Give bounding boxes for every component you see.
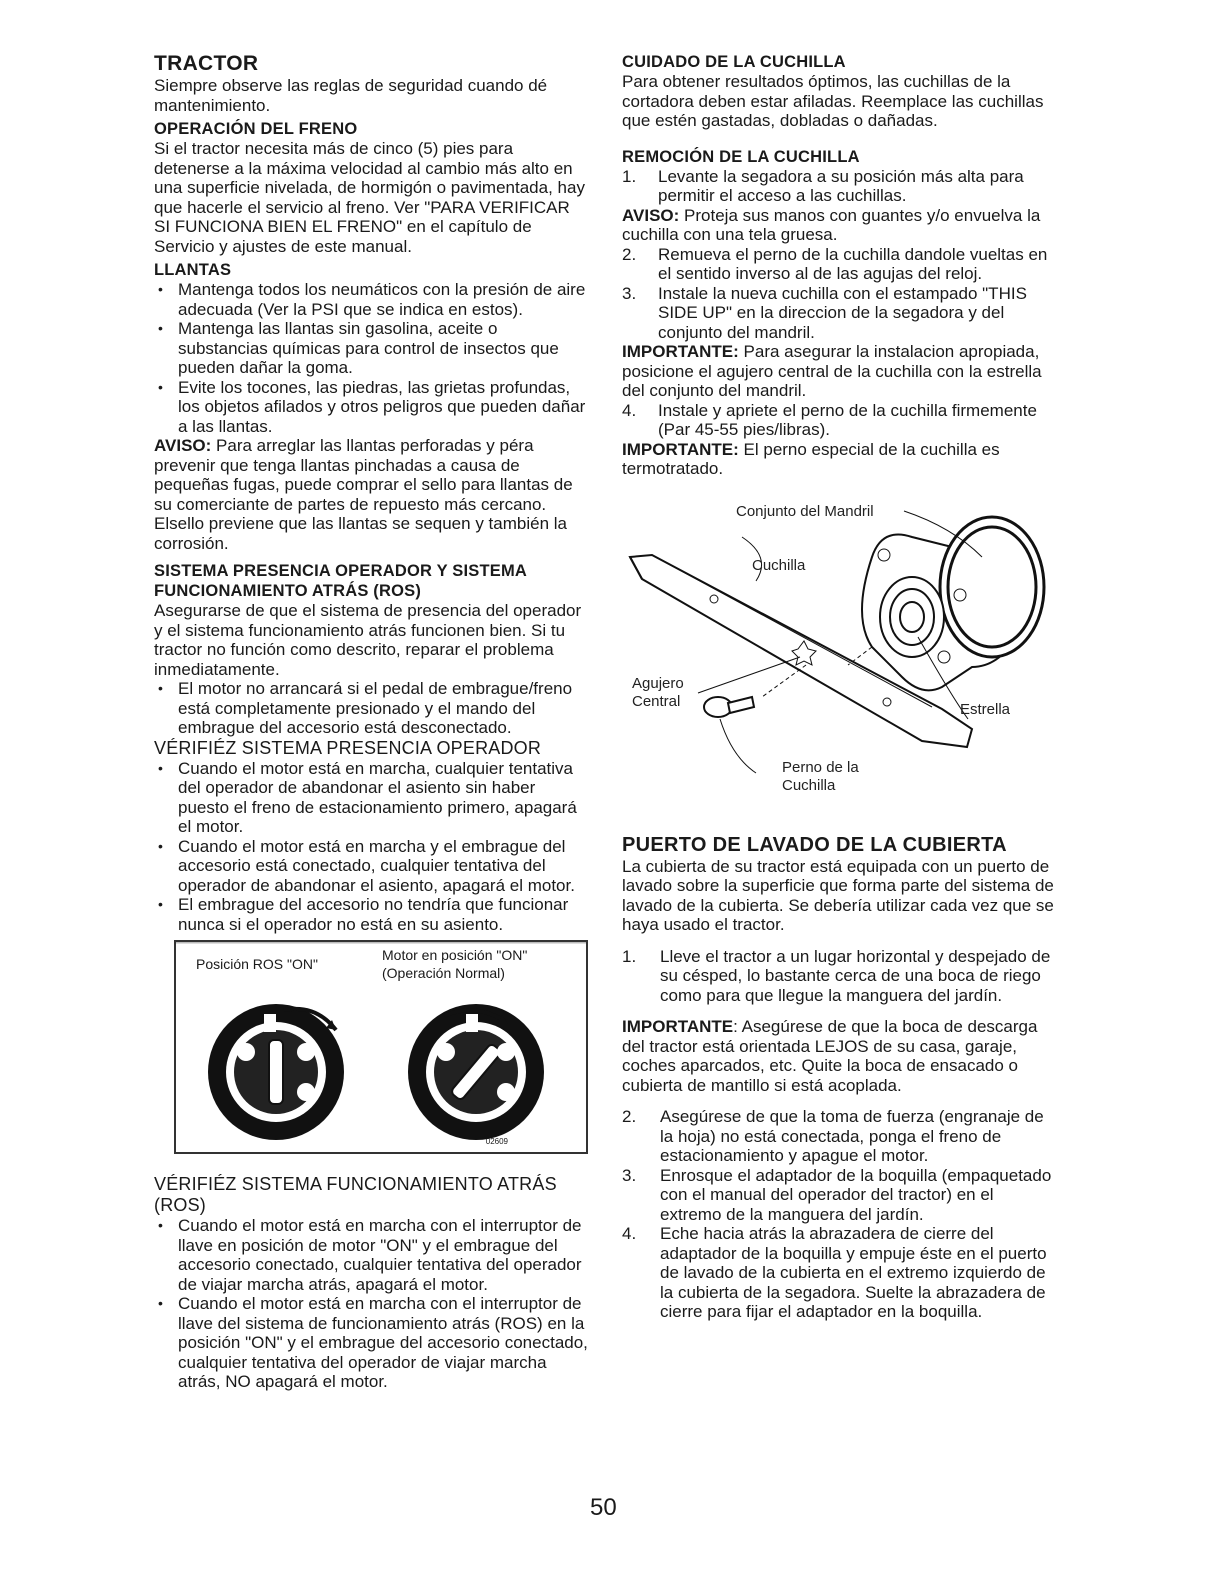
- blade-bolt-label-line2: Cuchilla: [782, 776, 836, 794]
- step-number: 2.: [622, 1107, 637, 1126]
- ignition-switch-figure: [174, 940, 588, 1154]
- brake-title: OPERACIÓN DEL FRENO: [154, 120, 358, 138]
- tractor-intro: Siempre observe las reglas de seguridad cuando dé mantenimiento.: [154, 76, 548, 115]
- step-number: 4.: [622, 400, 637, 420]
- blade-bolt-label-line1: Perno de la: [782, 758, 859, 776]
- ros-title-line2: FUNCIONAMIENTO ATRÁS (ROS): [154, 582, 422, 600]
- reverse-heading-line2: (ROS): [154, 1195, 206, 1215]
- removal-steps-3: [622, 401, 1058, 440]
- important-label: IMPORTANTE: [622, 1017, 734, 1036]
- wash-intro: La cubierta de su tractor está equipada con un puerto de lavado sobre la superficie que forma parte del sistema de lavado de la cubierta. Se debería utilizar cada vez que se haya usado el tractor.: [622, 856, 1054, 934]
- mandrel-label: Conjunto del Mandril: [736, 502, 874, 520]
- engine-on-caption-line1: Motor en posición "ON": [382, 947, 528, 963]
- right-column: [622, 52, 1058, 1322]
- step-number: 4.: [622, 1224, 637, 1243]
- list-item: [622, 245, 1058, 284]
- step-text: Remueva el perno de la cuchilla dandole vueltas en el sentido inverso al de las agujas del reloj.: [658, 244, 1048, 283]
- list-item: • Mantenga todos los neumáticos con la presión de aire adecuada (Ver la PSI que se indica en estos).: [154, 280, 588, 319]
- step-text: Lleve el tractor a un lugar horizontal y despejado de su césped, lo bastante cerca de una boca de riego como para que llegue la manguera del jardín.: [660, 946, 1051, 1005]
- blade-bolt: [704, 697, 754, 717]
- reverse-heading-line1: VÉRIFIÉZ SISTEMA FUNCIONAMIENTO ATRÁS: [154, 1174, 557, 1194]
- step-text: Enrosque el adaptador de la boquilla (empaquetado con el manual del operador del tractor) en el extremo de la manguera del jardín.: [660, 1165, 1052, 1224]
- presence-heading: VÉRIFIÉZ SISTEMA PRESENCIA OPERADOR: [154, 737, 542, 758]
- important-text: Para asegurar la instalacion apropiada, posicione el agujero central de la cuchilla con la estrella del conjunto del mandril.: [622, 342, 1042, 400]
- blade-bolt-label: [782, 759, 859, 795]
- important-label: IMPORTANTE:: [622, 342, 739, 361]
- engine-on-caption: [382, 946, 527, 982]
- blade-assembly-figure: [622, 497, 1058, 817]
- list-item: • Cuando el motor está en marcha, cualquier tentativa del operador de abandonar el asiento sin haber puesto el freno de estacionamiento primero, apagará el motor.: [154, 759, 588, 837]
- notice-label: AVISO:: [622, 205, 680, 225]
- list-item: [622, 1107, 1058, 1166]
- step-text: Eche hacia atrás la abrazadera de cierre del adaptador de la boquilla y empuje éste en el puerto de lavado de la cubierta en el extremo izquierdo de la cubierta de la segadora. Suelte la abrazadera de cierre para fijar el adaptador en la boquilla.: [660, 1224, 1047, 1321]
- tires-notice: [154, 436, 588, 553]
- center-hole-label-line1: Agujero: [632, 674, 684, 692]
- list-item: • Cuando el motor está en marcha y el embrague del accesorio está conectado, cualquier tentativa del operador de abandonar el asiento, apagará el motor.: [154, 837, 588, 896]
- list-item: • El embrague del accesorio no tendría que funcionar nunca si el operador no está en su asiento.: [154, 895, 588, 934]
- brake-text: Si el tractor necesita más de cinco (5) pies para detenerse a la máxima velocidad al cambio más alto en una superficie nivelada, de hormigón o pavimentada, hay que hacerle el servicio al freno. Ver "PARA VERIFICAR SI FUNCIONA BIEN EL FRENO" en el capítulo de Servicio y ajustes de este manual.: [154, 139, 585, 256]
- notice-text: Para arreglar las llantas perforadas y péra prevenir que tenga llantas pinchadas a causa de pequeñas fugas, puede comprar el sello para llantas de su comerciante de partes de repuesto más cercano. Elsello previene que las llantas se sequen y también la corrosión.: [154, 436, 573, 553]
- list-item: [622, 947, 1058, 1006]
- blade-care-title: CUIDADO DE LA CUCHILLA: [622, 53, 846, 71]
- left-column: [154, 52, 588, 1392]
- notice-label: AVISO:: [154, 436, 212, 455]
- step-text: Asegúrese de que la toma de fuerza (engranaje de la hoja) no está conectada, ponga el freno de estacionamiento y apague el motor.: [660, 1107, 1044, 1165]
- center-hole-label: [632, 675, 684, 711]
- ros-intro: Asegurarse de que el sistema de presencia del operador y el sistema funcionamiento atrás funcionen bien. Si tu tractor no función como descrito, reparar el problema inmediatamente.: [154, 601, 582, 679]
- reverse-list: [154, 1216, 588, 1392]
- tires-list: [154, 280, 588, 436]
- notice-text: Proteja sus manos con guantes y/o envuelva la cuchilla con una tela gruesa.: [622, 205, 1041, 244]
- list-item: • Evite los tocones, las piedras, las grietas profundas, los objetos afilados y otros peligros que pueden dañar a las llantas.: [154, 378, 588, 437]
- center-hole-label-line2: Central: [632, 692, 681, 710]
- ros-on-dial: [208, 1004, 344, 1140]
- step-number: 2.: [622, 244, 637, 264]
- tires-title: LLANTAS: [154, 261, 232, 279]
- step-number: 1.: [622, 946, 637, 966]
- removal-title: REMOCIÓN DE LA CUCHILLA: [622, 147, 860, 166]
- important-label: IMPORTANTE:: [622, 439, 739, 459]
- ros-on-caption: Posición ROS "ON": [196, 956, 318, 972]
- removal-notice: [622, 206, 1058, 245]
- wash-important: [622, 1017, 1058, 1095]
- wash-steps-1: [622, 947, 1058, 1006]
- important-text: El perno especial de la cuchilla es termotratado.: [622, 439, 1000, 478]
- important-text: : Asegúrese de que la boca de descarga del tractor está orientada LEJOS de su casa, garaje, coches aparcados, etc. Quite la boca de ensacado o cubierta de mantillo si está acoplada.: [622, 1017, 1038, 1095]
- wash-title: PUERTO DE LAVADO DE LA CUBIERTA: [622, 833, 1007, 856]
- tractor-title: TRACTOR: [154, 52, 259, 75]
- step-number: 3.: [622, 1165, 637, 1185]
- presence-list: [154, 759, 588, 935]
- star-label: Estrella: [960, 700, 1011, 718]
- step-text: Instale y apriete el perno de la cuchilla firmemente (Par 45-55 pies/libras).: [658, 400, 1037, 439]
- engine-on-caption-line2: (Operación Normal): [382, 965, 505, 981]
- step-text: Levante la segadora a su posición más alta para permitir el acceso a las cuchillas.: [658, 166, 1024, 205]
- engine-on-dial: [408, 1004, 544, 1140]
- list-item: [622, 1166, 1058, 1225]
- list-item: [622, 401, 1058, 440]
- blade-label: Cuchilla: [752, 556, 806, 574]
- removal-steps: [622, 167, 1058, 206]
- step-text: Instale la nueva cuchilla con el estampado "THIS SIDE UP" en la direccion de la segadora y del conjunto del mandril.: [658, 283, 1027, 342]
- page-number: 50: [590, 1494, 617, 1521]
- list-item: • Mantenga las llantas sin gasolina, aceite o substancias químicas para control de insectos que pueden dañar la goma.: [154, 319, 588, 378]
- blade-care-text: Para obtener resultados óptimos, las cuchillas de la cortadora deben estar afiladas. Reemplace las cuchillas que estén gastadas, dobladas o dañadas.: [622, 72, 1044, 130]
- important-note-2: [622, 440, 1058, 479]
- list-item: • El motor no arrancará si el pedal de embrague/freno está completamente presionado y el mando del embrague del accesorio está desconectado.: [154, 679, 588, 738]
- important-note-1: [622, 342, 1058, 401]
- removal-steps-2: [622, 245, 1058, 343]
- list-item: [622, 284, 1058, 343]
- list-item: [622, 1224, 1058, 1322]
- step-number: 1.: [622, 166, 637, 186]
- ros-list: [154, 679, 588, 738]
- list-item: • Cuando el motor está en marcha con el interruptor de llave del sistema de funcionamiento atrás (ROS) en la posición "ON" y el embrague del accesorio conectado, cualquier tentativa del operador de viajar marcha atrás, NO apagará el motor.: [154, 1294, 588, 1392]
- ros-title-line1: SISTEMA PRESENCIA OPERADOR Y SISTEMA: [154, 562, 528, 580]
- figure-code: 02609: [485, 1137, 508, 1146]
- list-item: • Cuando el motor está en marcha con el interruptor de llave en posición de motor "ON" y el embrague del accesorio conectado, cualquier tentativa del operador de viajar marcha atrás, apagará el motor.: [154, 1216, 588, 1294]
- list-item: [622, 167, 1058, 206]
- step-number: 3.: [622, 283, 637, 303]
- wash-steps-2: [622, 1107, 1058, 1322]
